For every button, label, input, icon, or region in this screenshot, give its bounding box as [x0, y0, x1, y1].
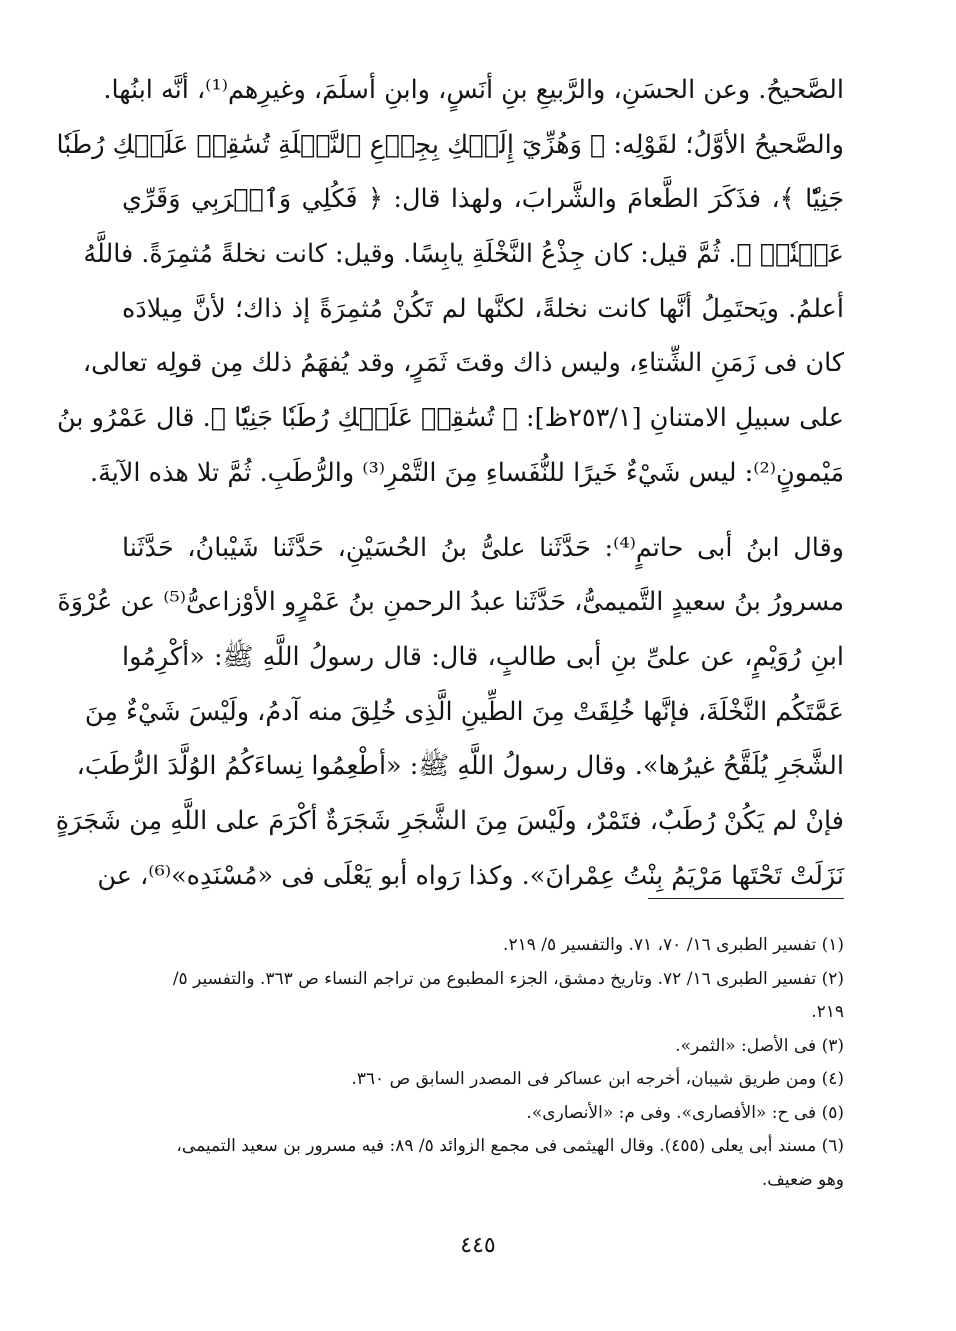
text-line-8: مَيْمونٍ⁽²⁾: ليس شَيْءٌ خَيرًا للنُّفَساءِ مِنَ التَّمْرِ⁽³⁾ والرُّطَبِ. ثُمَّ تلا هذه الآيةَ. — [90, 457, 844, 488]
page-number: ٤٤٥ — [460, 1233, 496, 1258]
footnote-divider — [648, 898, 844, 899]
text-line-4: عَيۡنٗاۖ ﴾. ثُمَّ قيل: كان جِذْعُ النَّخْلَةِ يابِسًا. وقيل: كانت نخلةً مُثمِرَةً. فاللَّهُ — [83, 239, 844, 270]
main-text-block — [55, 63, 844, 903]
footnote-6-continued: وهو ضعيف. — [761, 1169, 844, 1190]
footnote-2: (٢) تفسير الطبرى ١٦/ ٧٢. وتاريخ دمشق، الجزء المطبوع من تراجم النساء ص ٣٦٣. والتفسير ٥/ — [172, 968, 844, 989]
text-line-15: نَزَلَتْ تَحْتَها مَرْيَمُ بِنْتُ عِمْرانَ». وكذا رَواه أبو يَعْلَى فى «مُسْنَدِه»⁽⁶⁾، عن — [97, 860, 844, 891]
footnote-1: (١) تفسير الطبرى ١٦/ ٧٠، ٧١. والتفسير ٥/ ٢١٩. — [503, 935, 844, 955]
text-line-3: جَنِيّٗا ﴾، فذَكَرَ الطَّعامَ والشَّرابَ، ولهذا قال: ﴿ فَكُلِي وَٱشۡرَبِي وَقَرِّي — [122, 184, 844, 215]
text-line-14: فإنْ لم يَكُنْ رُطَبٌ، فتَمْرٌ، ولَيْسَ مِنَ الشَّجَرِ شَجَرَةٌ أكْرَمَ على اللَّهِ مِن شَجَرَةٍ — [55, 805, 844, 836]
text-line-11: ابنِ رُوَيْمٍ، عن علىِّ بنِ أبى طالبٍ، قال: قال رسولُ اللَّهِ ﷺ: «أكْرِمُوا — [122, 641, 844, 672]
paragraph-gap — [122, 501, 844, 521]
text-line-6: كان فى زَمَنِ الشِّتاءِ، وليس ذاك وقتَ ثَمَرٍ، وقد يُفهَمُ ذلك مِن قولِه تعالى، — [82, 348, 844, 379]
text-line-7: على سبيلِ الامتنانِ [٢٥٣/١ظ]: ﴿ تُسَٰقِطۡ عَلَيۡكِ رُطَبٗا جَنِيّٗا ﴾. قال عَمْرُو بنُ — [56, 403, 844, 434]
footnote-5: (٥) فى ح: «الأفصارى». وفى م: «الأنصارى». — [526, 1102, 844, 1123]
text-line-10: مسرورُ بنُ سعيدٍ التَّميمىُّ، حَدَّثَنا عبدُ الرحمنِ بنُ عَمْرٍو الأوْزاعىُّ⁽⁵⁾ عن عُرْوَةَ — [57, 587, 844, 618]
footnote-6: (٦) مسند أبى يعلى (٤٥٥). وقال الهيثمى فى مجمع الزوائد ٥/ ٨٩: فيه مسرور بن سعيد التميمى، — [176, 1136, 844, 1156]
text-line-13: الشَّجَرِ يُلَقَّحُ غيرُها». وقال رسولُ اللَّهِ ﷺ: «أطْعِمُوا نِساءَكُمُ الوُلَّدَ الرُّطَبَ، — [76, 751, 844, 782]
text-line-2: والصَّحيحُ الأوَّلُ؛ لقَوْلِه: ﴿ وَهُزِّيٓ إِلَيۡكِ بِجِذۡعِ ٱلنَّخۡلَةِ تُسَٰقِطۡ عَلَيۡكِ رُطَبٗا — [56, 129, 844, 160]
footnote-4: (٤) ومن طريق شيبان، أخرجه ابن عساكر فى المصدر السابق ص ٣٦٠. — [351, 1069, 844, 1089]
footnote-3: (٣) فى الأصل: «الثمر». — [675, 1035, 844, 1056]
footnote-2-continued: ٢١٩. — [811, 1002, 844, 1022]
text-line-9: وقال ابنُ أبى حاتمٍ⁽⁴⁾: حَدَّثَنا علىُّ بنُ الحُسَيْنِ، حَدَّثَنا شَيْبانُ، حَدَّثَنا — [122, 532, 844, 563]
text-line-1: الصَّحيحُ. وعن الحسَنِ، والرَّبيعِ بنِ أنَسٍ، وابنِ أسلَمَ، وغيرِهم⁽¹⁾، أنَّه ابنُها. — [103, 75, 844, 105]
text-line-5: أعلمُ. ويَحتَمِلُ أنَّها كانت نخلةً، لكنَّها لم تَكُنْ مُثمِرَةً إذ ذاك؛ لأنَّ مِيلادَه — [122, 293, 844, 324]
text-line-12: عَمَّتَكُم النَّخْلَةَ، فإنَّها خُلِقَتْ مِنَ الطِّينِ الَّذِى خُلِقَ منه آدمُ، ولَيْسَ شَيْءٌ مِنَ — [84, 696, 844, 727]
footnotes-block — [122, 929, 844, 1197]
